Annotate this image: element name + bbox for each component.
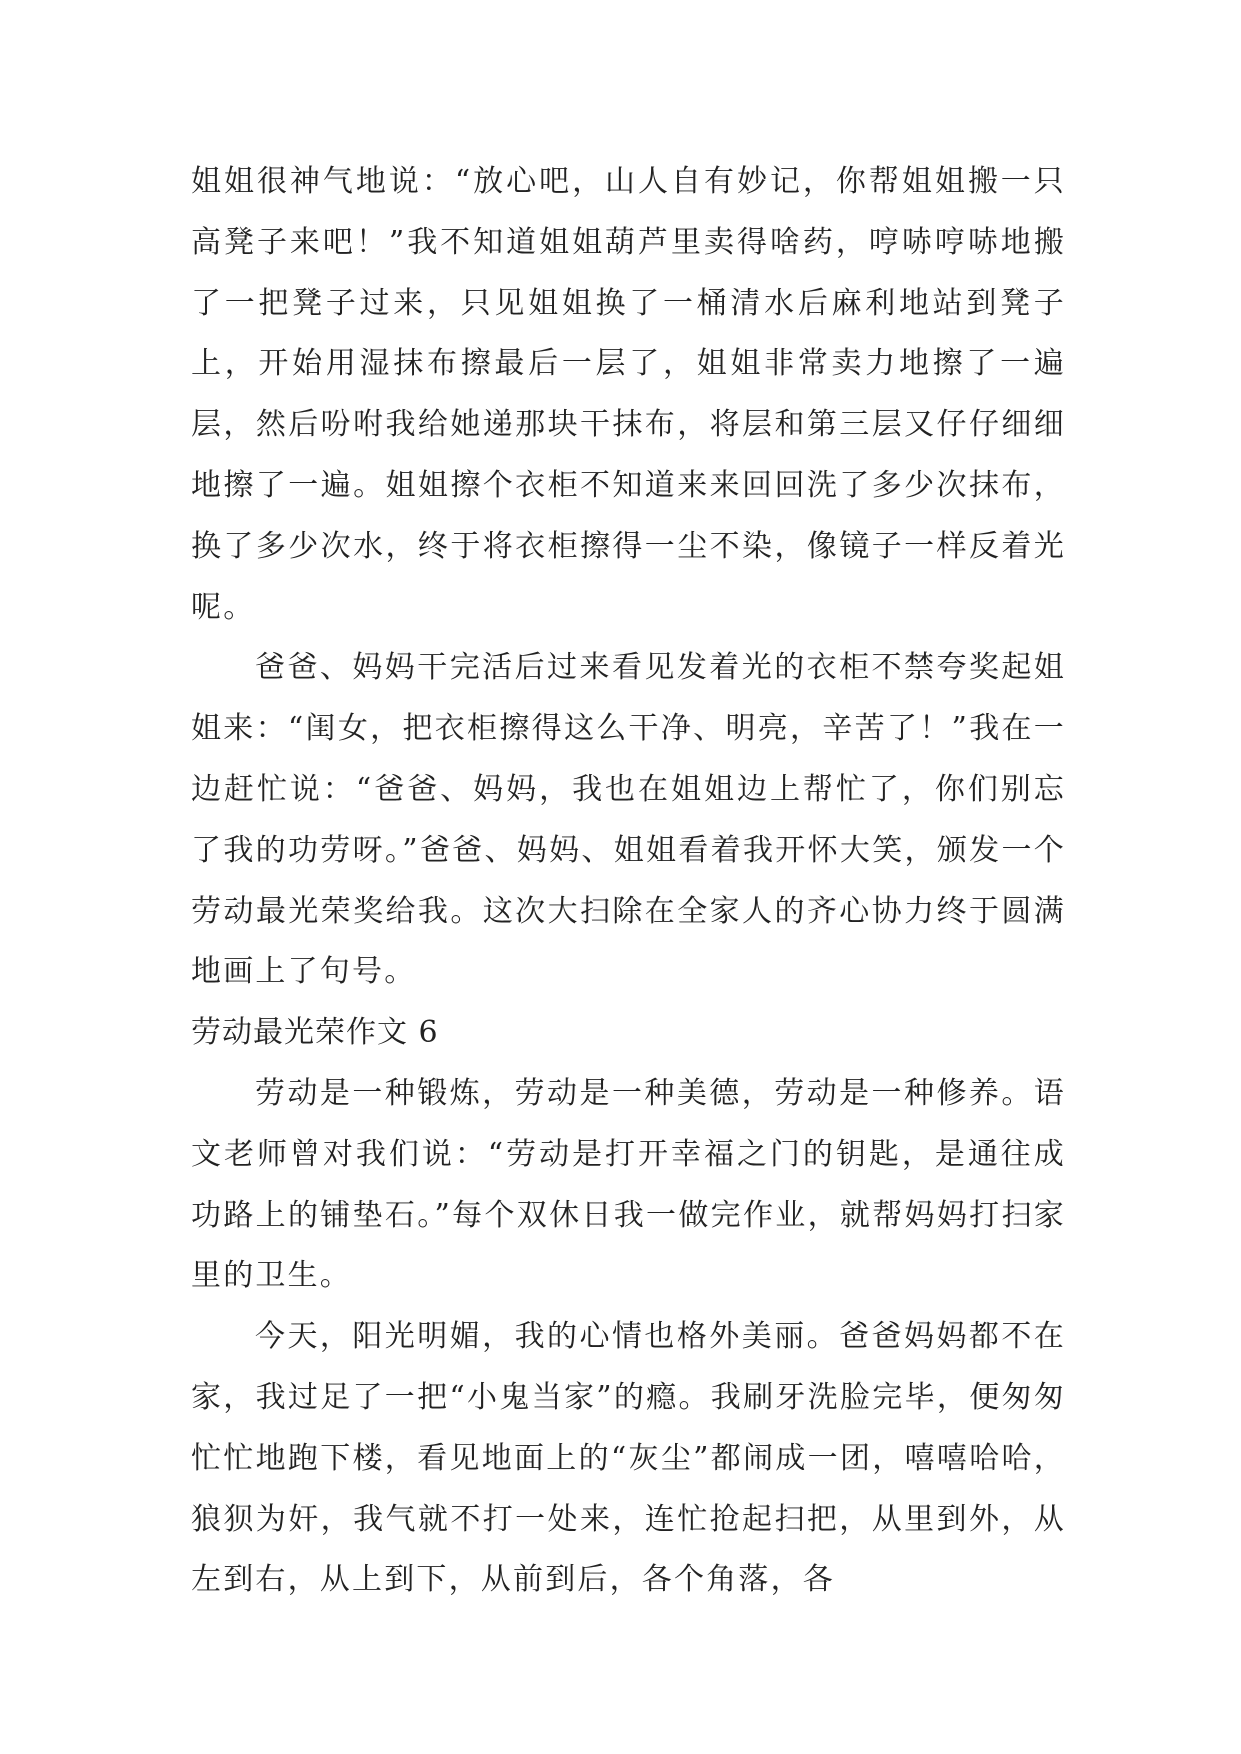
section-heading: 劳动最光荣作文 6 bbox=[191, 1015, 439, 1051]
paragraph-parents-praise: 爸爸、妈妈干完活后过来看见发着光的衣柜不禁夸奖起姐姐来：“闺女，把衣柜擦得这么干净、明亮，辛苦了！”我在一边赶忙说：“爸爸、妈妈，我也在姐姐边上帮忙了，你们别忘了我的功劳呀。”爸爸、妈妈、姐姐看着我开怀大笑，颁发一个劳动最光荣奖给我。这次大扫除在全家人的齐心协力终于圆满地画上了句号。 bbox=[191, 650, 1066, 990]
paragraph-labor-virtue: 劳动是一种锻炼，劳动是一种美德，劳动是一种修养。语文老师曾对我们说：“劳动是打开幸福之门的钥匙，是通往成功路上的铺垫石。”每个双休日我一做完作业，就帮妈妈打扫家里的卫生。 bbox=[191, 1075, 1066, 1294]
paragraph-home-alone: 今天，阳光明媚，我的心情也格外美丽。爸爸妈妈都不在家，我过足了一把“小鬼当家”的瘾。我刷牙洗脸完毕，便匆匆忙忙地跑下楼，看见地面上的“灰尘”都闹成一团，嘻嘻哈哈，狼狈为奸，我气就不打一处来，连忙抢起扫把，从里到外，从左到右，从上到下，从前到后，各个角落，各 bbox=[191, 1319, 1066, 1598]
paragraph-sister-cleaning: 姐姐很神气地说：“放心吧，山人自有妙记，你帮姐姐搬一只高凳子来吧！”我不知道姐姐葫芦里卖得啥药，哼哧哼哧地搬了一把凳子过来，只见姐姐换了一桶清水后麻利地站到凳子上，开始用湿抹布擦最后一层了，姐姐非常卖力地擦了一遍层，然后吩咐我给她递那块干抹布，将层和第三层又仔仔细细地擦了一遍。姐姐擦个衣柜不知道来来回回洗了多少次抹布，换了多少次水，终于将衣柜擦得一尘不染，像镜子一样反着光呢。 bbox=[191, 164, 1066, 625]
document-body bbox=[191, 152, 1066, 1611]
